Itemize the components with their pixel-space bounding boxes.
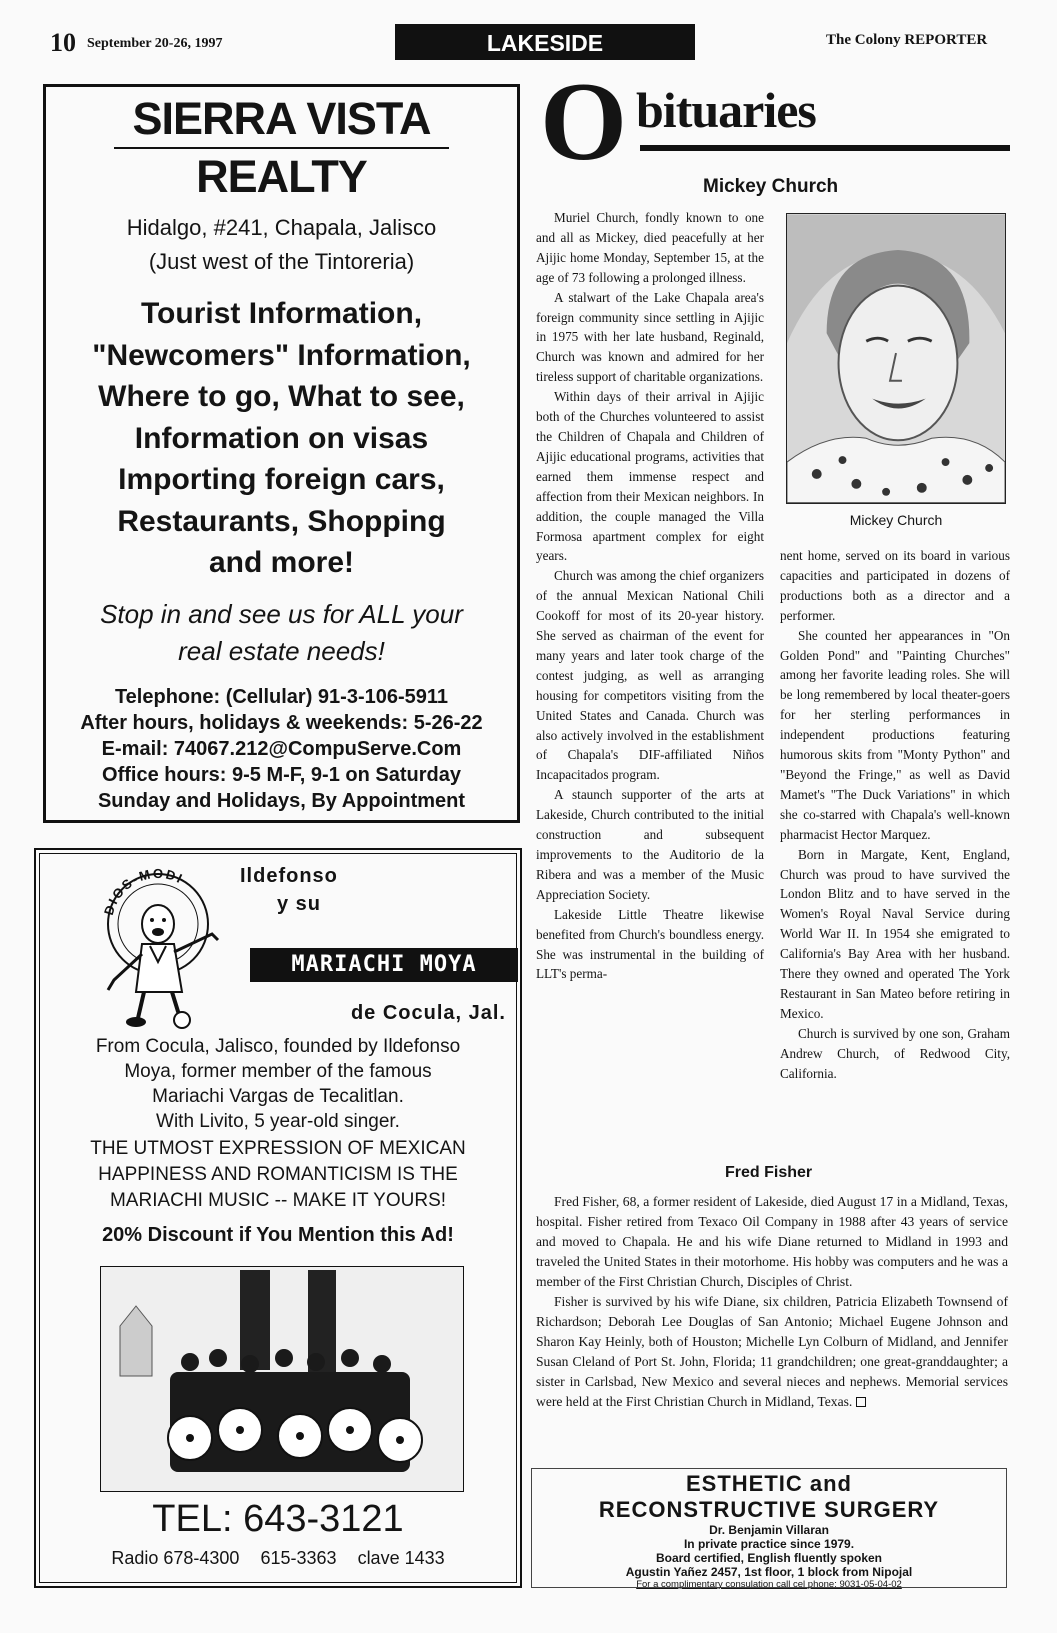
mariachi-ad <box>34 848 522 1588</box>
medallion-text: DIOS-MODI <box>100 865 187 917</box>
page-number: 10 <box>50 28 76 57</box>
service-line: Restaurants, Shopping <box>117 504 446 538</box>
mariachi-description <box>40 1034 516 1134</box>
slogan-line: HAPPINESS AND ROMANTICISM IS THE <box>98 1164 458 1185</box>
surgery-practice: In private practice since 1979. <box>683 1537 855 1551</box>
realty-name-line1: SIERRA VISTA <box>132 93 431 144</box>
article-paragraph: Muriel Church, fondly known to one and all as Mickey, died peacefully at her Ajijic home Monday, September 15, at the age of 73 following a prolonged illness. <box>536 210 764 285</box>
mariachi-band-name: MARIACHI MOYA <box>250 948 518 982</box>
realty-tagline <box>46 596 517 670</box>
slogan-line: MARIACHI MUSIC -- MAKE IT YOURS! <box>109 1190 447 1211</box>
mariachi-ad-inner-border <box>39 853 517 1583</box>
realty-name-line2: REALTY <box>196 151 367 202</box>
service-line: and more! <box>208 546 355 579</box>
mariachi-mascot-illustration <box>84 862 234 1032</box>
mickey-church-photo <box>786 213 1006 504</box>
description-line: Mariachi Vargas de Tecalitlan. <box>152 1086 404 1107</box>
article-paragraph: A staunch supporter of the arts at Lakeside, Church contributed to the initial construction and subsequent improvements to the Auditorio de la Ribera and was a member of the Music Appreciation Society. <box>536 787 764 902</box>
article-paragraph: Lakeside Little Theatre likewise benefited from Church's boundless energy. She was instrumental in the building of LLT's perma- <box>536 906 764 982</box>
contact-office-hours: Office hours: 9-5 M-F, 9-1 on Saturday <box>102 763 461 786</box>
description-line: From Cocula, Jalisco, founded by Ildefonso <box>95 1036 461 1057</box>
obituaries-drop-initial: O <box>540 60 628 184</box>
esthetic-surgery-ad <box>531 1468 1007 1588</box>
mariachi-slogan <box>40 1136 516 1214</box>
service-line: "Newcomers" Information, <box>92 338 471 372</box>
article-paragraph: Church is survived by one son, Graham Andrew Church, of Redwood City, California. <box>780 1025 1010 1081</box>
realty-address-note: (Just west of the Tintoreria) <box>148 249 415 274</box>
contact-email: E-mail: 74067.212@CompuServe.Com <box>101 737 462 760</box>
end-of-article-icon <box>856 1397 866 1407</box>
description-line: With Livito, 5 year-old singer. <box>156 1111 400 1132</box>
article-paragraph-text: Fisher is survived by his wife Diane, six children, Patricia Elizabeth Townsend of Richardson; Deborah Lee Douglas of San Antonio; Michael Eugene Johnson and Sharon Kay Heinly, both of Houston; Michelle Lyn Colburn of Midland, and Jennifer Susan Cleland of Port St. John, Florida; 11 grandchildren; one great-granddaughter; a sister in Carlsbad, New Mexico and several nieces and nephews. Memorial services were held at the First Christian Church in Midland, Texas. <box>536 1294 1008 1409</box>
mariachi-radio-numbers <box>40 1548 516 1569</box>
section-banner: LAKESIDE <box>395 24 695 60</box>
svg-text:DIOS-MODI <box>101 866 186 917</box>
article-paragraph: Born in Margate, Kent, England, Church was proud to have survived the London Blitz and to have served in the Women's Royal Naval Service during World War II. In 1954 she emigrated to California's Bay Area with her husband. There they owned and operated The York Restaurant in San Mateo before retiring in Mexico. <box>780 846 1010 1021</box>
article-paragraph <box>536 1292 1008 1412</box>
sierra-vista-ad <box>43 84 520 823</box>
surgery-certified: Board certified, English fluently spoken <box>655 1551 883 1565</box>
service-line: Tourist Information, <box>140 297 423 330</box>
slogan-line: THE UTMOST EXPRESSION OF MEXICAN <box>90 1138 466 1159</box>
service-line: Where to go, What to see, <box>98 380 465 413</box>
radio-number: 615-3363 <box>260 1548 337 1568</box>
contact-appointment: Sunday and Holidays, By Appointment <box>97 789 466 812</box>
service-line: Information on visas <box>134 421 429 455</box>
description-line: Moya, former member of the famous <box>124 1061 432 1082</box>
contact-after-hours: After hours, holidays & weekends: 5-26-22 <box>80 711 483 734</box>
newspaper-name: The Colony REPORTER <box>826 32 988 48</box>
fred-fisher-article <box>536 1192 1008 1412</box>
article-paragraph: Fred Fisher, 68, a former resident of Lakeside, died August 17 in a Midland, Texas, hospital. Fisher retired from Texaco Oil Company in 1988 after 43 years of service and moved to Chapala. He and his wife Diane returned to Midland in 1993 and traveled the United States in their motorhome. His hobby was computers and he was a member of the First Christian Church, Disciples of Christ. <box>536 1194 1008 1289</box>
mariachi-discount: 20% Discount if You Mention this Ad! <box>102 1224 454 1246</box>
surgery-ad-line1: ESTHETIC and <box>685 1471 852 1496</box>
obituaries-rule <box>640 145 1010 151</box>
fred-fisher-heading: Fred Fisher <box>725 1164 813 1181</box>
article-paragraph: Within days of their arrival in Ajijic both of the Churches volunteered to assist the Children of Chapala and Children of Ajijic educational programs, activities that earned them immense respect and affection from their Mexican neighbors. In addition, the couple managed the Villa Formosa apartment complex for eight years. <box>536 389 764 564</box>
mariachi-telephone: TEL: 643-3121 <box>152 1498 404 1540</box>
service-line: Importing foreign cars, <box>118 463 445 496</box>
surgery-ad-line2: RECONSTRUCTIVE SURGERY <box>598 1497 940 1522</box>
mariachi-leader-name: Ildefonso <box>240 865 338 887</box>
contact-telephone: Telephone: (Cellular) 91-3-106-5911 <box>114 685 449 708</box>
mariachi-group-photo <box>100 1266 464 1492</box>
mickey-column-2 <box>780 546 1010 1083</box>
surgery-doctor: Dr. Benjamin Villaran <box>709 1523 829 1537</box>
article-paragraph: She counted her appearances in "On Golden Pond" and "Painting Churches" among her favorite leading roles. She will be long remembered by local theater-goers for her sterling performances in independent productions featuring humorous skits from "Monty Python" and "Beyond the Fringe," as well as David Mamet's "The Duck Variations" in which she co-starred with Chapala's well-known pharmacist Hector Marquez. <box>780 627 1010 842</box>
obituaries-title: bituaries <box>636 82 816 138</box>
radio-number: Radio 678-4300 <box>111 1548 240 1568</box>
issue-date: September 20-26, 1997 <box>87 36 223 51</box>
realty-services <box>46 293 517 584</box>
mariachi-y-su: y su <box>277 893 322 915</box>
realty-address: Hidalgo, #241, Chapala, Jalisco <box>126 215 437 240</box>
surgery-address: Agustin Yañez 2457, 1st floor, 1 block from Nipojal <box>625 1565 913 1579</box>
surgery-consult: For a complimentary consulation call cel phone: 9031-05-04-02 <box>636 1579 902 1590</box>
mickey-photo-caption: Mickey Church <box>849 512 943 528</box>
realty-rule <box>114 147 449 149</box>
article-paragraph: nent home, served on its board in various capacities and participated in dozens of productions both as a director and a performer. <box>780 548 1010 623</box>
realty-contacts <box>46 684 517 814</box>
tagline-line: Stop in and see us for ALL your <box>100 598 463 629</box>
mickey-column-1 <box>536 208 764 984</box>
article-paragraph: A stalwart of the Lake Chapala area's foreign community since settling in Ajijic in 1975 with her late husband, Reginald, Church was known and admired for her tireless support of charitable organizations. <box>536 289 764 385</box>
radio-clave: clave 1433 <box>357 1548 445 1568</box>
mariachi-origin: de Cocula, Jal. <box>350 1002 506 1024</box>
tagline-line: real estate needs! <box>178 635 385 666</box>
article-paragraph: Church was among the chief organizers of the annual Mexican National Chili Cookoff for most of its 20-year history. She served as chairman of the event for many years and later took charge of the contest judging, as well as arranging housing for competitors visiting from the United States and Canada. Church was also actively involved in the establishment of Chapala's DIF-affiliated Niños Incapacitados program. <box>536 568 764 783</box>
mickey-church-heading: Mickey Church <box>703 176 839 197</box>
